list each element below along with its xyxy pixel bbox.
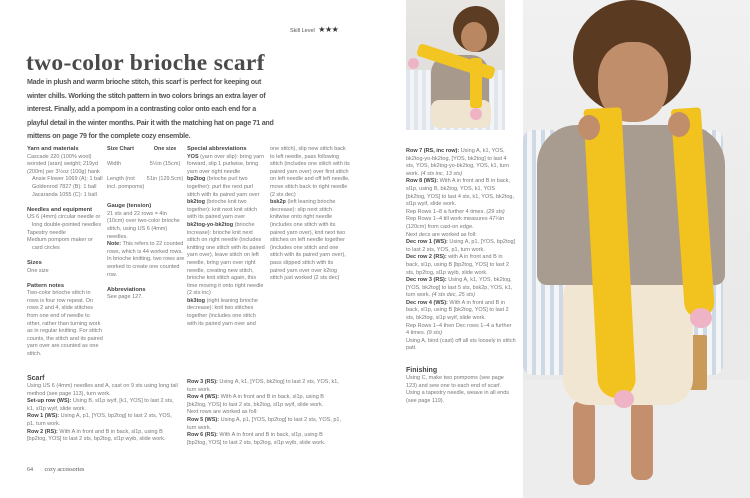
paragraph-text: (brioche increase): brioche knit next stitch on right needle (includes knitting one stitch with its paired yarn over), leave stitch on left needle, bring yarn over right needle, creating new stitch, brioche knit stitch again, this time moving it onto right needle (2 sts inc) [187,221,265,297]
paragraph-text: With A in front and B in back, sl1p, using B [bk2tog, YOS] to last 2 sts, bk2tog, sl1p wyif, slide work. [406,299,509,322]
pompom [408,58,419,69]
paragraph [27,214,103,229]
paragraph [406,216,516,231]
paragraph [27,237,103,252]
paragraph-text: Using A, k1, YOS, bk2tog, [YOS, bk2tog] to last 5 sts, bsk2p, YOS, k1, turn work. [406,277,513,299]
paragraph-label: bk2tog-yo-bk2tog [187,221,234,228]
paragraph-text: With A in front and B in back, sl1p, using B, bk2tog, YOS, k1, YOS [bk2tog, YOS] to last 4 sts, k1, YOS, bk2tog, sl1p wyif, slide work. [406,178,515,208]
pompom [614,390,634,408]
paragraph [187,394,342,409]
paragraph-text: (left leaning brioche decrease): slip next stitch knitwise onto right needle (includes one stitch with its paired yarn over), knit next two stitches on left needle together (includes one stitch and one stitch with its paired yarn over), pass slipped stitch with its paired yarn over over k2tog stitch just worked (2 sts dec) [270,199,346,282]
paragraph-text: 21 sts and 22 rows = 4in (10cm) over two-color brioche stitch, using US 6 (4mm) needles. [107,210,180,240]
section-title: Scarf [27,375,45,382]
paragraph-text: Using A, p1, [YOS, bp2tog] to last 2 sts, YOS, p1, turn work. [187,416,341,431]
paragraph-text: Using C, make two pompoms (see page 123) and sew one to each end of scarf. Using a tapestry needle, weave in all ends (see page 119). [406,375,510,404]
paragraph [406,232,516,240]
paragraph-label: bk3tog [187,297,206,304]
paragraph [406,239,516,254]
paragraph-label: Dec row 1 (WS): [406,239,448,246]
paragraph [406,178,516,208]
paragraph [27,290,103,358]
paragraph [107,241,185,279]
face [461,22,487,52]
paragraph-text: One size [27,267,49,274]
section-heading: Yarn and materials [27,146,79,152]
paragraph [27,176,103,184]
paragraph [406,209,516,217]
size-row-label: Width [107,161,122,168]
paragraph [187,409,342,417]
paragraph [406,254,516,277]
paragraph-text: (brioche knit two together): knit next knit stitch with its paired yarn over [187,199,258,221]
paragraph [187,432,342,447]
pants [431,100,491,128]
size-gauge-column [107,146,185,309]
paragraph-text: Rep Rows 1–8 a further 4 times. [406,208,485,215]
text-section [406,367,516,405]
paragraph-text: Medium pompom maker or card circles [27,237,93,251]
paragraph-text: Next rows are worked as foll: [187,409,258,416]
size-row-value: 5½in (15cm) [149,161,181,168]
paragraph [187,417,342,432]
intro-text: Made in plush and warm brioche stitch, this scarf is perfect for keeping out winter chills. Working the stitch pattern in two colors brings an extra layer of interest. Finally, add a pompom in a contrasting color onto each end for a playful detail in the winter months. Pair it with the matching hat on page 71 and mittens on page 79 for the complete cozy ensemble. [27,78,274,141]
text-section [107,287,185,302]
paragraph-text: Goldenrod 7827 (B): 1 ball [32,183,97,190]
paragraph [27,192,103,200]
paragraph-label: Dec row 4 (WS): [406,299,448,306]
paragraph-label: bsk2p [270,199,286,206]
photo-child-sitting [406,0,505,130]
section-heading: Gauge (tension) [107,203,152,210]
text-section [187,146,267,328]
paragraph [187,222,267,298]
paragraph [270,146,350,199]
skill-level-label: Skill Level [290,28,315,34]
section-name: cozy accessories [44,467,85,473]
paragraph-text: Using A, bind (cast) off all sts loosely in stitch patt. [406,337,516,352]
paragraph-label: Row 3 (RS): [187,379,218,385]
paragraph-label: Dec row 3 (RS): [406,277,447,284]
hand [578,115,600,140]
skill-stars: ★★★ [318,25,339,34]
paragraph [107,294,185,302]
section-heading: Pattern notes [27,282,65,289]
scarf-instructions [27,375,179,451]
paragraph [187,199,267,222]
special-abbreviations-cont [270,146,350,290]
paragraph-text: Using A, k1, [YOS, bk2tog] to last 2 sts, YOS, k1, turn work. [187,379,339,393]
special-abbreviations [187,146,267,336]
scarf-end [470,58,482,108]
paragraph-text: This refers to 22 counted rows, which is 44 worked rows. In brioche knitting, two rows are worked to create one counted row. [107,241,185,278]
materials-column [27,146,103,366]
paragraph-text: (brioche purl two together): purl the next purl stitch with its paired yarn over [187,176,260,198]
paragraph-label: Row 2 (RS): [27,428,58,435]
size-row-value: 51in (129.5cm) [146,176,184,183]
paragraph-label: Row 1 (WS): [27,413,60,420]
paragraph-label: Row 6 (RS): [187,432,218,439]
paragraph-text: See page 127. [107,294,143,301]
leg [573,400,595,485]
section-title: Finishing [406,367,438,374]
paragraph-text: one stitch), slip new stitch back to left needle, pass following stitch (includes one stitch with its paired yarn over) over first stitch on left needle and off left needle, move stitch back to right needle (2 sts dec) [270,146,350,198]
paragraph-text: (yarn over slip): bring yarn forward, slip 1 purlwise, bring yarn over right needle [187,153,265,175]
paragraph-text: Rep Rows 1–4 then Dec rows 1–4 a further 4 times. [406,322,512,337]
paragraph-label: Note: [107,241,122,248]
text-section [27,375,179,444]
size-heading: One size [153,146,177,152]
paragraph-text: Two-color brioche stitch in rows is four row repeat. On rows 2 and 4, slide stitches from one end of needle to other, rather than turning work as in regular knitting. For stitch counts, the stitch and its paired yarn over are counted as one stitch. [27,290,103,358]
paragraph [27,429,179,444]
paragraph-text: Using A, p1, [YOS, bp2tog] to last 2 sts, YOS, p1, turn work. [27,413,172,428]
hand [668,112,690,137]
paragraph [406,148,516,178]
scarf-instructions-cont [187,379,342,455]
paragraph [270,199,350,283]
paragraph [406,375,516,405]
leg [631,400,653,480]
paragraph [406,300,516,323]
finishing-section [406,367,516,413]
text-section [406,148,516,353]
paragraph-text: Next decs are worked as foll: [406,231,477,238]
paragraph [27,154,103,177]
paragraph-text: Tapestry needle [27,229,66,236]
paragraph-note: (4 sts dec, 25 sts) [431,292,476,299]
skill-level [290,25,338,34]
text-section [107,203,185,279]
paragraph [27,268,103,276]
paragraph [406,338,516,353]
photo-child-standing [523,0,750,498]
paragraph-note: (9 sts) [426,330,443,337]
paragraph-text: (right leaning brioche decrease): knit two stitches together (includes one stitch with its paired yarn over and [187,297,258,327]
paragraph-label: bk2tog [187,199,206,206]
text-section [27,146,103,199]
paragraph-label: bp2tog [187,176,206,183]
paragraph-text: US 6 (4mm) circular needle or long double-pointed needles [27,214,102,228]
paragraph [187,298,267,328]
section-heading: Needles and equipment [27,206,93,213]
paragraph-text: Rep Rows 1–4 till work measures 47¼in (120cm) from cast-on edge. [406,216,505,230]
text-section [187,379,342,447]
paragraph [27,413,179,428]
section-heading: Abbreviations [107,286,146,293]
paragraph [27,184,103,192]
section-heading: Special abbreviations [187,146,247,152]
paragraph [406,277,516,300]
paragraph-label: YOS [187,153,199,160]
row-instructions [406,148,516,361]
paragraph-text: with A in front and B in back, sl1p, using B [bp2tog, YOS] to last 2 sts, bp2tog, sl1p wyib, slide work. [406,254,509,276]
pompom [470,108,482,120]
paragraph [406,323,516,338]
paragraph-text: Jacaranda 1055 (C): 1 ball [32,191,97,198]
page-footer [27,467,94,473]
section-heading: Sizes [27,259,42,266]
text-section [27,207,103,253]
paragraph-text: With A in front and B in back, sl1p, using B [bk2tog, YOS] to last 2 sts, bk2tog, sl1p wyif, slide work. [187,394,324,408]
text-section [27,283,103,359]
page-title: two-color brioche scarf [26,50,265,76]
text-section [27,260,103,275]
paragraph-text: Ansie Flower 1069 (A): 1 ball [32,176,103,183]
paragraph-text: With A in front and B in back, sl1p, using B [bp2tog, YOS] to last 2 sts, bp2tog, sl1p wyib, slide work. [27,428,166,443]
paragraph-note: (4 sts inc, 13 sts) [420,170,463,177]
size-chart-heading: Size Chart [107,146,134,152]
paragraph-label: Row 7 (RS, inc row): [406,148,460,154]
paragraph [107,211,185,241]
size-chart [107,146,185,199]
paragraph-label: Dec row 2 (RS): [406,254,447,261]
paragraph-label: Row 8 (WS): [406,178,439,185]
paragraph-text: Using US 6 (4mm) needles and A, cast on 9 sts using long tail method (see page 113), turn work. [27,383,178,397]
paragraph [187,379,342,394]
paragraph-label: Row 5 (WS): [187,416,220,423]
paragraph-label: Row 4 (WS): [187,394,220,401]
paragraph-text: Using A, p1, [YOS, bp2tog] to last 2 sts, YOS, p1, turn work. [406,239,516,253]
paragraph [187,154,267,177]
paragraph-label: Set-up row (WS): [27,398,72,405]
paragraph [27,398,179,413]
paragraph-text: Using A, k1, YOS, bk2tog-yo-bk2tog, [YOS, bk2tog] to last 4 sts, YOS, bk2tog-yo-bk2tog, YOS, k1, turn work. [406,148,510,177]
size-row-label: Length (not incl. pompoms) [107,176,145,190]
paragraph-text: Using B, sl1p wyif, [k1, YOS] to last 2 sts, k1, sl1p wyif, slide work. [27,398,174,412]
paragraph-note: (29 sts) [486,208,505,215]
paragraph [27,383,179,398]
paragraph-text: Cascade 220 (100% wool) worsted (aran) weight; 219yd (200m) per 3½oz (100g) hank [27,153,100,175]
paragraph [27,230,103,238]
paragraph-text: With A in front and B in back, sl1p, using B [bp2tog, YOS] to last 2 sts, bp2tog, sl1p wyib, slide work. [187,432,326,446]
page-number: 64 [27,467,33,473]
pompom [690,308,712,328]
text-section [270,146,350,283]
paragraph [187,176,267,199]
gauge-section [107,203,185,302]
